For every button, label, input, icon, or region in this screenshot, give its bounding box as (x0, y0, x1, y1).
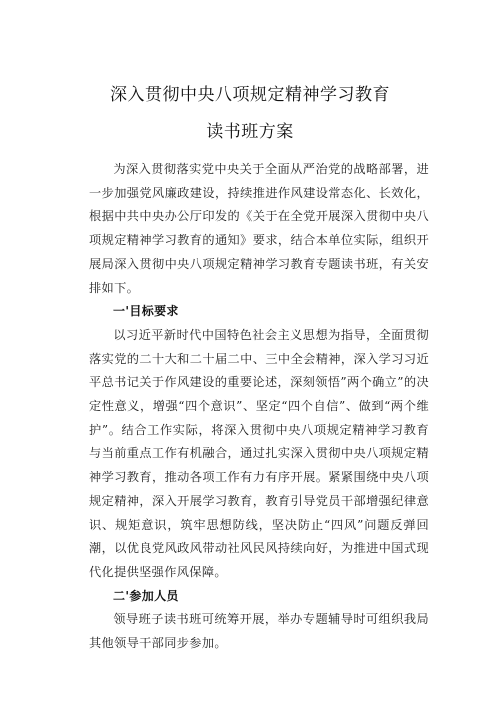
document-title-line-1: 深入贯彻中央八项规定精神学习教育 (110, 85, 390, 105)
section-heading-participants: 二'参加人员 (113, 588, 179, 603)
participants-paragraph: 领导班子读书班可统筹开展，举办专题辅导时可组织我局其他领导干部同步参加。 (89, 612, 429, 651)
section-heading-goals: 一'目标要求 (113, 304, 179, 319)
document-title-line-2: 读书班方案 (206, 122, 294, 142)
goals-paragraph: 以习近平新时代中国特色社会主义思想为指导，全面贯彻落实党的二十大和二十届二中、三中全会精神，深入学习习近平总书记关于作风建设的重要论述，深刻领悟”两个确立”的决定性意义，增强“四个意识”、坚定“四个自信”、做到“两个维护”。结合工作实际，将深入贯彻中央八项规定精神学习教育与当前重点工作有机融合，通过扎实深入贯彻中央八项规定精神学习教育，推动各项工作有力有序开展。紧紧围绕中央八项规定精神，深入开展学习教育，教育引导党员干部增强纪律意识、规矩意识，筑牢思想防线，坚决防止“四风”问题反弹回潮，以优良党风政风带动社风民风持续向好，为推进中国式现代化提供坚强作风保障。 (89, 327, 429, 579)
intro-paragraph: 为深入贯彻落实党中央关于全面从严治党的战略部署，进一步加强党风廉政建设，持续推进作风建设常态化、长效化，根据中共中央办公厅印发的《关于在全党开展深入贯彻中央八项规定精神学习教育的通知》要求，结合本单位实际，组织开展局深入贯彻中央八项规定精神学习教育专题读书班，有关安排如下。 (89, 162, 429, 295)
document-body (89, 158, 429, 656)
